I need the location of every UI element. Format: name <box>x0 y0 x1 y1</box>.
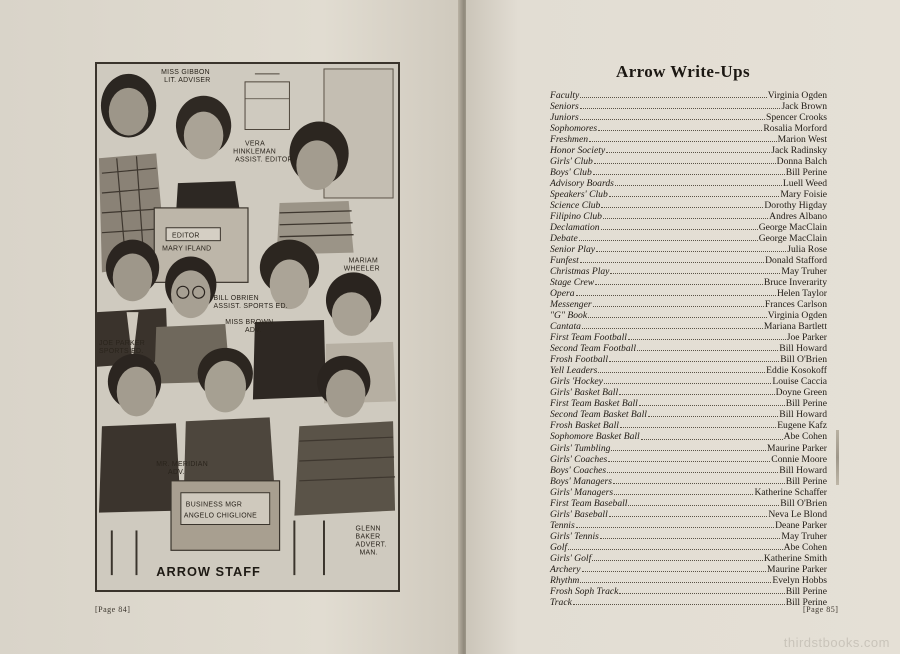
writer-name: Abe Cohen <box>783 541 827 553</box>
list-item <box>550 575 827 586</box>
list-item <box>550 387 827 398</box>
dot-leader <box>610 272 780 274</box>
topic-label: Honor Society <box>550 145 606 157</box>
list-item <box>550 299 827 310</box>
dot-leader <box>601 228 758 230</box>
dot-leader <box>611 449 766 451</box>
list-item <box>550 376 827 387</box>
writer-name: Mary Foisie <box>780 189 827 201</box>
writer-name: Jack Radinsky <box>771 145 827 157</box>
label-miss-gibbon: MISS GIBBON <box>161 68 210 76</box>
writer-name: George MacClain <box>758 233 827 245</box>
writer-name: Virginia Ogden <box>767 90 827 101</box>
list-item <box>550 200 827 211</box>
topic-label: Debate <box>550 233 578 245</box>
label-vera: VERA <box>245 140 265 148</box>
list-item <box>550 465 827 476</box>
topic-label: "G" Book <box>550 310 588 322</box>
list-item <box>550 145 827 156</box>
dot-leader <box>580 107 781 109</box>
dot-leader <box>596 250 786 252</box>
list-item <box>550 597 827 608</box>
dot-leader <box>609 360 779 362</box>
topic-label: Boys' Managers <box>550 475 613 487</box>
writer-name: Bill Perine <box>785 398 827 410</box>
writer-name: Eugene Kafz <box>777 420 827 432</box>
writer-name: Bill O'Brien <box>780 497 827 509</box>
list-item <box>550 553 827 564</box>
writer-name: Bill Perine <box>785 475 827 487</box>
writer-name: Bill Howard <box>779 409 827 421</box>
list-item <box>550 222 827 233</box>
label-baker: BAKER <box>355 533 381 541</box>
topic-label: Boys' Coaches <box>550 464 607 476</box>
dot-leader <box>601 206 763 208</box>
topic-label: Girls' Golf <box>550 552 592 564</box>
list-item <box>550 398 827 409</box>
label-hinkleman: HINKLEMAN <box>233 148 277 156</box>
list-item <box>550 167 827 178</box>
list-item <box>550 123 827 134</box>
page-number-left: [Page 84] <box>95 605 131 614</box>
writer-name: Mariana Bartlett <box>763 321 827 333</box>
topic-label: Rhythm <box>550 574 580 586</box>
list-item <box>550 101 827 112</box>
list-item <box>550 156 827 167</box>
list-item <box>550 189 827 200</box>
list-item <box>550 321 827 332</box>
topic-label: Frosh Soph Track <box>550 585 619 597</box>
writer-name: Bill Perine <box>785 585 827 597</box>
list-item <box>550 520 827 531</box>
list-item <box>550 420 827 431</box>
writer-name: Dorothy Higday <box>764 200 827 212</box>
dot-leader <box>609 195 780 197</box>
label-sports-ed: SPORTS ED. <box>98 347 144 355</box>
dot-leader <box>595 283 763 285</box>
list-item <box>550 277 827 288</box>
list-item <box>550 586 827 597</box>
label-miss-brown: MISS BROWN <box>225 319 274 327</box>
writer-name: Maurine Parker <box>767 563 827 575</box>
topic-label: Filipino Club <box>550 211 602 223</box>
dot-leader <box>615 184 782 186</box>
dot-leader <box>582 327 763 329</box>
label-angelo-chiglione: ANGELO CHIGLIONE <box>183 512 258 520</box>
list-item <box>550 90 827 101</box>
writer-name: Eddie Kosokoff <box>766 365 827 377</box>
writer-name: George MacClain <box>758 222 827 234</box>
list-item <box>550 443 827 454</box>
topic-label: Yell Leaders <box>550 365 598 377</box>
dot-leader <box>600 537 781 539</box>
dot-leader <box>603 217 768 219</box>
topic-label: Senior Play <box>550 244 596 256</box>
arrow-staff-photo-collage <box>95 62 400 592</box>
label-lit-adviser: LIT. ADVISER <box>164 76 211 84</box>
writer-name: Virginia Ogden <box>767 310 827 322</box>
label-advert: ADVERT. <box>355 541 387 549</box>
topic-label: Frosh Basket Ball <box>550 420 619 432</box>
writer-name: Maurine Parker <box>767 442 827 454</box>
writer-name: Jack Brown <box>781 101 827 113</box>
dot-leader <box>639 404 785 406</box>
list-item <box>550 409 827 420</box>
write-ups-list <box>550 90 827 608</box>
label-glenn: GLENN <box>355 525 381 533</box>
writer-name: Bill Howard <box>779 464 827 476</box>
writer-name: Andres Albano <box>769 211 827 223</box>
page-title: Arrow Write-Ups <box>616 62 750 81</box>
list-item <box>550 431 827 442</box>
writer-name: Julia Rose <box>787 244 827 256</box>
label-mr-meridian: MR. MERIDIAN <box>156 460 208 468</box>
dot-leader <box>613 482 785 484</box>
topic-label: First Team Baseball <box>550 497 628 509</box>
list-item <box>550 365 827 376</box>
topic-label: Juniors <box>550 112 579 124</box>
dot-leader <box>628 338 786 340</box>
dot-leader <box>604 382 771 384</box>
dot-leader <box>580 581 771 583</box>
label-bill-obrien: BILL OBRIEN <box>213 295 259 303</box>
label-assist-sports-ed: ASSIST. SPORTS ED. <box>213 303 288 311</box>
label-brown-adv: ADV. <box>245 326 262 334</box>
topic-label: Girls' Club <box>550 156 593 168</box>
topic-label: Girls' Basket Ball <box>550 387 619 399</box>
topic-label: Cantata <box>550 321 581 333</box>
dot-leader <box>579 239 758 241</box>
writer-name: Katherine Schaffer <box>754 486 827 498</box>
list-item <box>550 134 827 145</box>
topic-label: Opera <box>550 288 575 300</box>
topic-label: First Team Basket Ball <box>550 398 638 410</box>
topic-label: Messenger <box>550 299 592 311</box>
label-joe-parker: JOE PARKER <box>98 339 146 347</box>
writer-name: Bill Perine <box>785 167 827 179</box>
writer-name: Donald Stafford <box>765 255 827 267</box>
list-item <box>550 498 827 509</box>
list-item <box>550 255 827 266</box>
page-crease-mark <box>836 430 839 485</box>
dot-leader <box>592 559 763 561</box>
topic-label: Stage Crew <box>550 277 595 289</box>
dot-leader <box>620 426 776 428</box>
topic-label: Speakers' Club <box>550 189 608 201</box>
list-item <box>550 454 827 465</box>
topic-label: Christmas Play <box>550 266 610 278</box>
list-item <box>550 266 827 277</box>
label-business-mgr: BUSINESS MGR <box>185 501 243 509</box>
dot-leader <box>606 151 770 153</box>
label-meridian-adv: ADV. <box>168 468 185 476</box>
dot-leader <box>619 393 774 395</box>
topic-label: Archery <box>550 563 581 575</box>
dot-leader <box>580 261 764 263</box>
collage-illustration <box>97 64 398 590</box>
dot-leader <box>594 162 776 164</box>
topic-label: Advisory Boards <box>550 178 614 190</box>
writer-name: Bill O'Brien <box>780 354 827 366</box>
writer-name: Rosalia Morford <box>763 123 827 135</box>
writer-name: Connie Moore <box>771 453 827 465</box>
dot-leader <box>589 140 777 142</box>
page-number-right: [Page 85] <box>803 605 839 614</box>
label-wheeler: WHEELER <box>343 265 380 273</box>
topic-label: Second Team Basket Ball <box>550 409 647 421</box>
dot-leader <box>628 504 779 506</box>
label-mariam: MARIAM <box>348 257 378 265</box>
list-item <box>550 310 827 321</box>
dot-leader <box>580 118 765 120</box>
label-editor: EDITOR <box>172 232 200 240</box>
topic-label: Girls' Tumbling <box>550 442 611 454</box>
topic-label: Girls' Managers <box>550 486 614 498</box>
dot-leader <box>598 129 762 131</box>
label-mary-ifland: MARY IFLAND <box>162 245 212 253</box>
dot-leader <box>580 96 766 98</box>
list-item <box>550 244 827 255</box>
dot-leader <box>576 294 776 296</box>
writer-name: Spencer Crooks <box>765 112 827 124</box>
writer-name: Deane Parker <box>775 519 827 531</box>
dot-leader <box>568 548 783 550</box>
dot-leader <box>648 415 778 417</box>
writer-name: Louise Caccia <box>772 376 827 388</box>
writer-name: Bruce Inverarity <box>763 277 827 289</box>
writer-name: May Truher <box>781 530 827 542</box>
topic-label: Frosh Football <box>550 354 609 366</box>
list-item <box>550 564 827 575</box>
topic-label: Tennis <box>550 519 575 531</box>
writer-name: Neva Le Blond <box>768 508 827 520</box>
list-item <box>550 211 827 222</box>
dot-leader <box>598 371 765 373</box>
dot-leader <box>576 526 774 528</box>
topic-label: Girls 'Hockey <box>550 376 603 388</box>
arrow-staff-label: ARROW STAFF <box>156 564 261 580</box>
dot-leader <box>573 603 785 605</box>
topic-label: First Team Football <box>550 332 627 344</box>
topic-label: Freshmen <box>550 134 589 146</box>
writer-name: Abe Cohen <box>783 431 827 443</box>
dot-leader <box>582 570 767 572</box>
list-item <box>550 531 827 542</box>
dot-leader <box>614 493 753 495</box>
dot-leader <box>641 438 783 440</box>
topic-label: Funfest <box>550 255 579 267</box>
topic-label: Faculty <box>550 90 580 101</box>
topic-label: Golf <box>550 541 568 553</box>
list-item <box>550 509 827 520</box>
topic-label: Track <box>550 596 572 608</box>
topic-label: Girls' Baseball <box>550 508 608 520</box>
topic-label: Sophomores <box>550 123 598 135</box>
writer-name: Evelyn Hobbs <box>772 574 827 586</box>
topic-label: Girls' Coaches <box>550 453 608 465</box>
writer-name: Donna Balch <box>776 156 827 168</box>
dot-leader <box>593 173 785 175</box>
dot-leader <box>608 460 770 462</box>
label-assist-editor: ASSIST. EDITOR <box>235 156 293 164</box>
watermark: thirdstbooks.com <box>783 635 890 650</box>
list-item <box>550 112 827 123</box>
list-item <box>550 178 827 189</box>
list-item <box>550 233 827 244</box>
list-item <box>550 343 827 354</box>
label-man: MAN. <box>359 549 378 557</box>
writer-name: May Truher <box>781 266 827 278</box>
topic-label: Seniors <box>550 101 579 113</box>
dot-leader <box>609 515 768 517</box>
topic-label: Sophomore Basket Ball <box>550 431 640 443</box>
topic-label: Boys' Club <box>550 167 592 179</box>
dot-leader <box>607 471 778 473</box>
topic-label: Second Team Football <box>550 343 636 355</box>
writer-name: Bill Perine <box>785 596 827 608</box>
topic-label: Declamation <box>550 222 600 234</box>
list-item <box>550 288 827 299</box>
dot-leader <box>619 592 784 594</box>
list-item <box>550 476 827 487</box>
writer-name: Luell Weed <box>782 178 827 190</box>
writer-name: Katherine Smith <box>763 552 827 564</box>
list-item <box>550 542 827 553</box>
writer-name: Doyne Green <box>775 387 827 399</box>
list-item <box>550 354 827 365</box>
dot-leader <box>588 316 767 318</box>
writer-name: Frances Carlson <box>764 299 827 311</box>
topic-label: Science Club <box>550 200 601 212</box>
writer-name: Marion West <box>777 134 827 146</box>
writer-name: Helen Taylor <box>776 288 827 300</box>
list-item <box>550 487 827 498</box>
writer-name: Bill Howard <box>779 343 827 355</box>
topic-label: Girls' Tennis <box>550 530 599 542</box>
list-item <box>550 332 827 343</box>
dot-leader <box>637 349 778 351</box>
dot-leader <box>593 305 764 307</box>
writer-name: Joe Parker <box>786 332 827 344</box>
